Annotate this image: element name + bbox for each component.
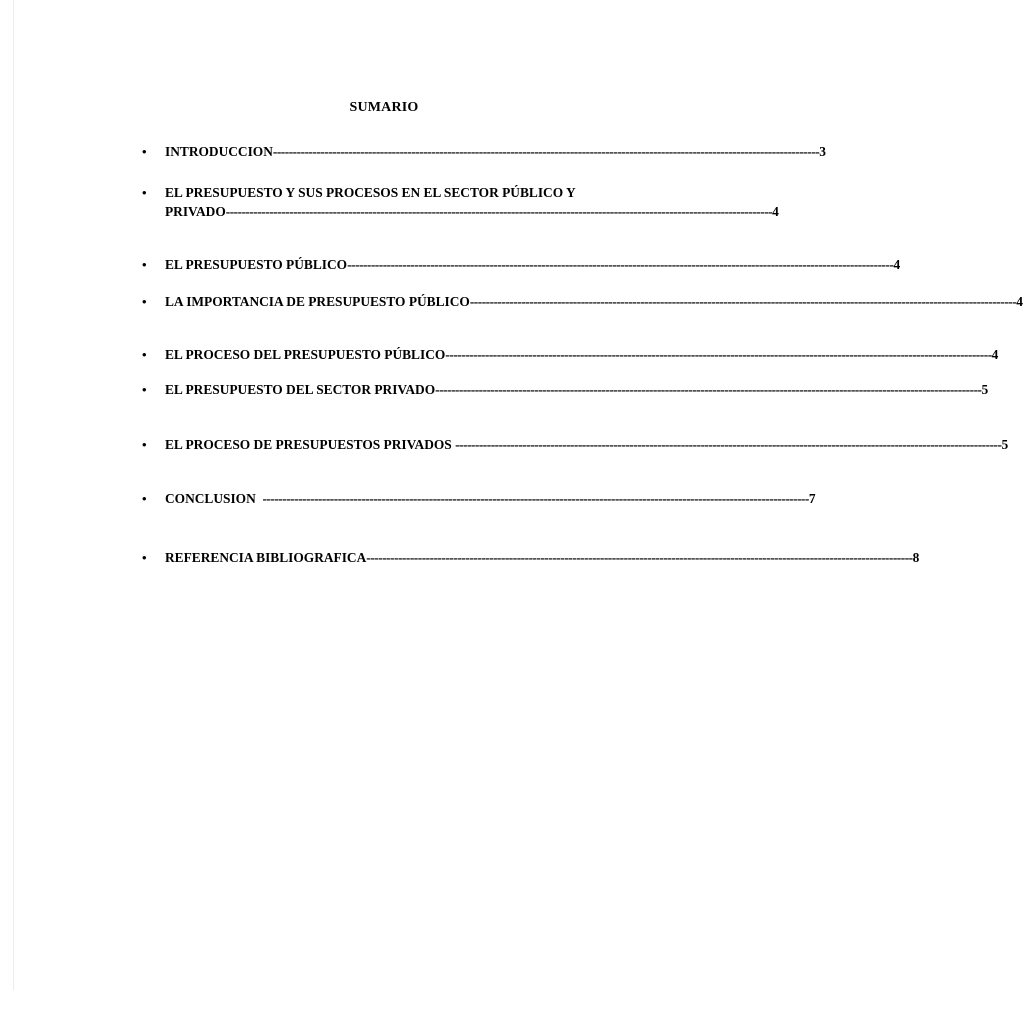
bullet-icon: • [142,294,147,309]
dot-leader: ------------------------------------------------------------------------------------------------------------------------------------------ [347,257,894,272]
toc-entry-line [165,203,779,220]
bullet-icon: • [142,347,147,362]
toc-entry-line [165,381,989,398]
bullet-icon: • [142,550,147,565]
toc-entry-label: EL PRESUPUESTO DEL SECTOR PRIVADO [165,382,436,397]
toc-entry-page: 5 [1001,437,1009,452]
toc-entry-page: 4 [772,204,779,219]
bullet-icon: • [142,491,147,506]
toc-entry-label: EL PRESUPUESTO PÚBLICO [165,257,348,272]
toc-entry-label: EL PROCESO DEL PRESUPUESTO PÚBLICO [165,347,446,362]
toc-entry-page: 5 [981,382,989,397]
toc-entry-label-line1: EL PRESUPUESTO Y SUS PROCESOS EN EL SECTOR PÚBLICO Y [165,185,576,200]
toc-entry-line [165,549,920,566]
toc-entry-page: 4 [1016,294,1023,309]
toc-entry-line [165,256,901,273]
toc-entry-page: 4 [893,257,901,272]
dot-leader: ------------------------------------------------------------------------------------------------------------------------------------------ [272,144,820,159]
dot-leader: ------------------------------------------------------------------------------------------------------------------------------------------ [455,437,1002,452]
toc-entry-line [165,143,826,160]
bullet-icon: • [142,257,147,272]
page-edge-line [13,0,14,990]
toc-entry-line [165,293,1023,310]
toc-entry-label: PRIVADO [165,204,226,219]
toc-entry-line [165,346,999,363]
toc-entry-page: 4 [991,347,999,362]
toc-entry-label: INTRODUCCION [165,144,273,159]
toc-entry-page: 3 [819,144,826,159]
dot-leader: ------------------------------------------------------------------------------------------------------------------------------------------ [445,347,992,362]
bullet-icon: • [142,382,147,397]
dot-leader: ------------------------------------------------------------------------------------------------------------------------------------------ [469,294,1017,309]
dot-leader: ------------------------------------------------------------------------------------------------------------------------------------------ [262,491,809,506]
toc-entry-label: EL PROCESO DE PRESUPUESTOS PRIVADOS [165,437,456,452]
bullet-icon: • [142,437,147,452]
toc-entry-label: LA IMPORTANCIA DE PRESUPUESTO PÚBLICO [165,294,470,309]
toc-entry-label: CONCLUSION [165,491,263,506]
dot-leader: ------------------------------------------------------------------------------------------------------------------------------------------ [225,204,773,219]
toc-entry-line [165,490,816,507]
bullet-icon: • [142,144,147,159]
toc-entry-page: 7 [808,491,816,506]
toc-entry-page: 8 [912,550,920,565]
document-title: SUMARIO [349,100,419,115]
toc-entry-label: REFERENCIA BIBLIOGRAFICA [165,550,367,565]
dot-leader: ------------------------------------------------------------------------------------------------------------------------------------------ [435,382,982,397]
toc-entry-line [165,436,1009,453]
bullet-icon: • [142,185,147,200]
dot-leader: ------------------------------------------------------------------------------------------------------------------------------------------ [366,550,913,565]
